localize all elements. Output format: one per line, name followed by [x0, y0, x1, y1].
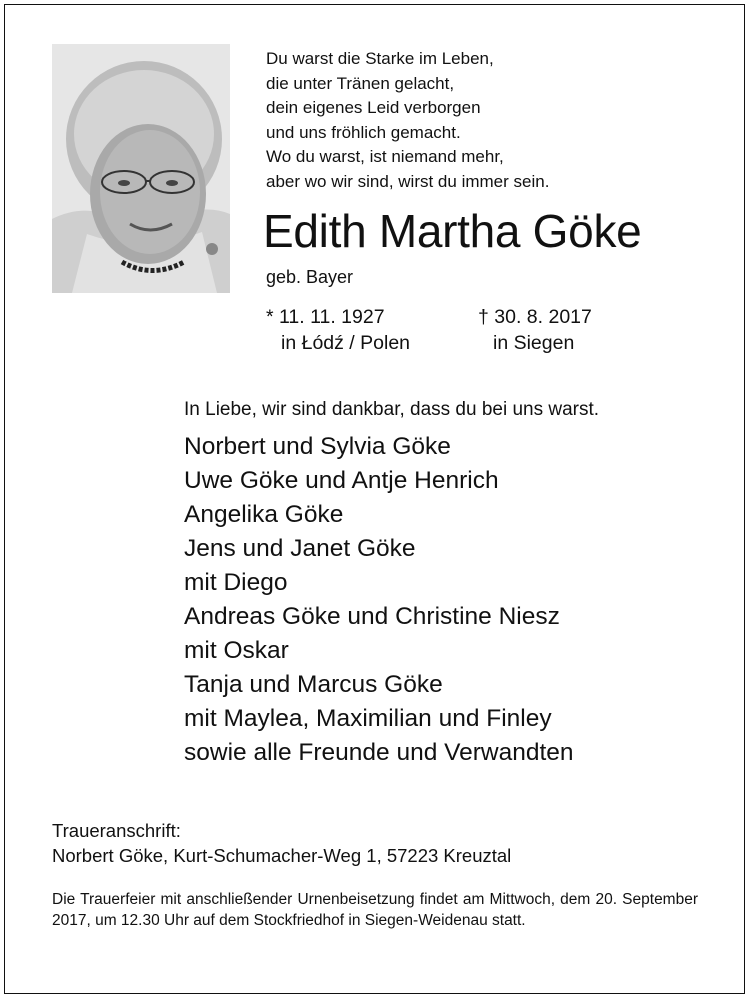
- birth-place: in Łódź / Polen: [281, 332, 411, 354]
- poem-line: Wo du warst, ist niemand mehr,: [266, 147, 504, 166]
- mourner-line: mit Maylea, Maximilian und Finley: [184, 705, 552, 732]
- address-line: Norbert Göke, Kurt-Schumacher-Weg 1, 57223 Kreuztal: [52, 845, 512, 866]
- poem-line: und uns fröhlich gemacht.: [266, 122, 461, 142]
- death-date: † 30. 8. 2017: [478, 306, 592, 328]
- poem-line: dein eigenes Leid verborgen: [266, 98, 481, 117]
- mourner-line: mit Diego: [184, 569, 288, 596]
- deceased-name: Edith Martha Göke: [263, 205, 642, 257]
- mourner-line: sowie alle Freunde und Verwandten: [184, 739, 574, 766]
- death-place: in Siegen: [493, 332, 575, 354]
- mourner-line: Uwe Göke und Antje Henrich: [184, 467, 499, 494]
- intro-text: In Liebe, wir sind dankbar, dass du bei uns warst.: [184, 399, 600, 420]
- birth-info: [266, 304, 410, 356]
- portrait-photo: [52, 44, 230, 293]
- death-info: [478, 304, 592, 356]
- mourner-line: Tanja und Marcus Göke: [184, 671, 443, 698]
- birth-date: * 11. 11. 1927: [266, 306, 385, 328]
- mourner-line: Jens und Janet Göke: [184, 535, 416, 562]
- poem-line: aber wo wir sind, wirst du immer sein.: [266, 171, 550, 191]
- mourner-line: mit Oskar: [184, 637, 289, 664]
- poem-line: die unter Tränen gelacht,: [266, 73, 455, 93]
- mourner-line: Angelika Göke: [184, 501, 344, 528]
- mourners-list: [184, 430, 574, 770]
- mourner-line: Andreas Göke und Christine Niesz: [184, 603, 560, 630]
- poem: [266, 47, 549, 194]
- mourning-address: [52, 818, 511, 868]
- funeral-notice: Die Trauerfeier mit anschließender Urnenbeisetzung findet am Mittwoch, dem 20. September 2017, um 12.30 Uhr auf dem Stockfriedhof in Siegen-Weidenau statt.: [52, 891, 698, 929]
- mourner-line: Norbert und Sylvia Göke: [184, 433, 451, 460]
- poem-line: Du warst die Starke im Leben,: [266, 49, 494, 68]
- address-label: Traueranschrift:: [52, 820, 181, 841]
- birth-name: geb. Bayer: [266, 267, 354, 287]
